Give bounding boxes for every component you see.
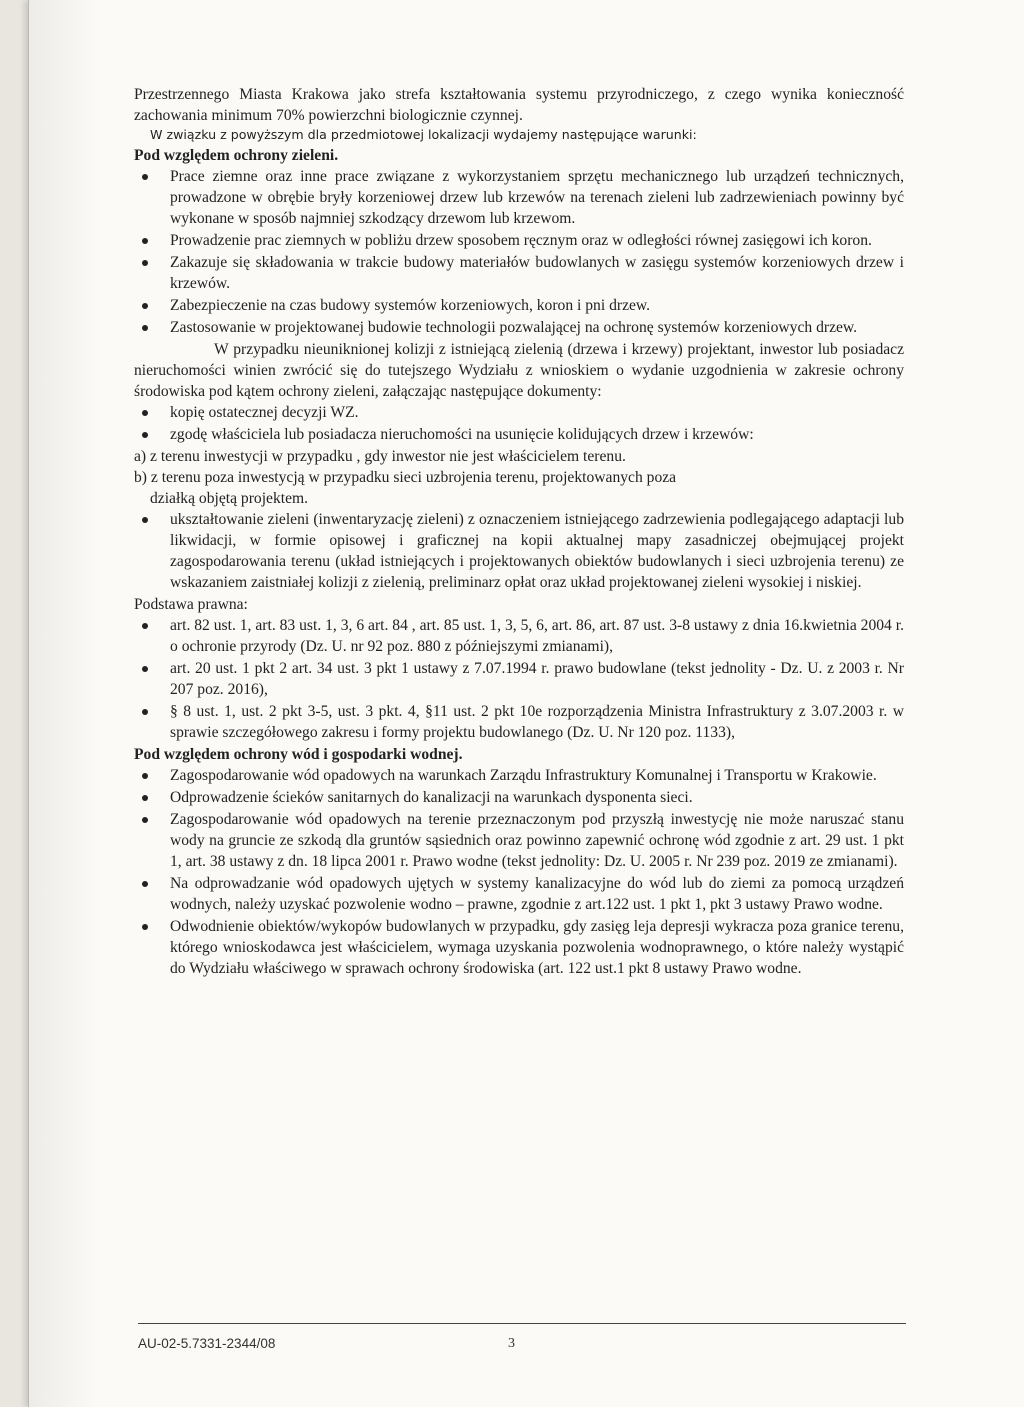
list-item: zgodę właściciela lub posiadacza nieruchomości na usunięcie kolidujących drzew i krzewów:: [134, 424, 904, 445]
bullet-icon: [142, 623, 148, 629]
intro-paragraph: Przestrzennego Miasta Krakowa jako strefa kształtowania systemu przyrodniczego, z czego wynika konieczność zachowania minimum 70% powierzchni biologicznie czynnej.: [134, 86, 904, 124]
list-item: Zakazuje się składowania w trakcie budowy materiałów budowlanych w zasięgu systemów korzeniowych drzew i krzewów.: [134, 252, 904, 294]
kolizja-paragraph: W przypadku nieuniknionej kolizji z istniejącą zielenią (drzewa i krzewy) projektant, inwestor lub posiadacz nieruchomości winien zwrócić się do tutejszego Wydziału z wnioskiem o wydanie uzgodnienia w zakresie ochrony środowiska pod kątem ochrony zieleni, załączając następujące dokumenty:: [134, 341, 904, 400]
bullet-icon: [142, 260, 148, 266]
list-item: Odwodnienie obiektów/wykopów budowlanych w przypadku, gdy zasięg leja depresji wykracza poza granice terenu, którego wnioskodawca jest właścicielem, wymaga uzyskania pozwolenia wodnoprawnego, o które należy wystąpić do Wydziału właściwego w sprawach ochrony środowiska (art. 122 ust.1 pkt 8 ustawy Prawo wodne.: [134, 916, 904, 979]
page-number: 3: [508, 1336, 515, 1351]
footer-divider: [138, 1323, 906, 1324]
bullet-icon: [142, 238, 148, 244]
documents-bullet-list-2: [134, 509, 904, 593]
list-item: Zabezpieczenie na czas budowy systemów korzeniowych, koron i pni drzew.: [134, 295, 904, 316]
list-item: ukształtowanie zieleni (inwentaryzację zieleni) z oznaczeniem istniejącego zadrzewienia podlegającego adaptacji lub likwidacji, w formie opisowej i graficznej na kopii aktualnej mapy zasadniczej obejmującej projekt zagospodarowania terenu (układ istniejących i projektowanych obiektów budowlanych i sieci uzbrojenia terenu) ze wskazaniem zaistniałej kolizji z zielenią, preliminarz opłat oraz układ projektowanej zieleni wysokiej i niskiej.: [134, 509, 904, 593]
bullet-icon: [142, 924, 148, 930]
bullet-icon: [142, 773, 148, 779]
bullet-icon: [142, 881, 148, 887]
legal-basis-label: Podstawa prawna:: [134, 596, 248, 613]
zielen-bullet-list: [134, 166, 904, 338]
sub-item-a: a) z terenu inwestycji w przypadku , gdy inwestor nie jest właścicielem terenu.: [134, 448, 626, 465]
bullet-icon: [142, 325, 148, 331]
list-item: Zagospodarowanie wód opadowych na warunkach Zarządu Infrastruktury Komunalnej i Transportu w Krakowie.: [134, 765, 904, 786]
bullet-icon: [142, 410, 148, 416]
document-id: AU-02-5.7331-2344/08: [138, 1336, 276, 1351]
list-item: kopię ostatecznej decyzji WZ.: [134, 402, 904, 423]
list-item: Zagospodarowanie wód opadowych na terenie przeznaczonym pod przyszłą inwestycję nie może naruszać stanu wody na gruncie ze szkodą dla gruntów sąsiednich oraz powinno zapewnić ochronę wód zgodnie z art. 29 ust. 1 pkt 1, art. 38 ustawy z dn. 18 lipca 2001 r. Prawo wodne (tekst jednolity: Dz. U. 2005 r. Nr 239 poz. 2019 ze zmianami).: [134, 809, 904, 872]
section-heading-zielen: Pod względem ochrony zieleni.: [134, 147, 339, 164]
sub-item-b: b) z terenu poza inwestycją w przypadku sieci uzbrojenia terenu, projektowanych poza: [134, 469, 677, 486]
intro-conditions-line: W związku z powyższym dla przedmiotowej lokalizacji wydajemy następujące warunki:: [150, 127, 697, 142]
bullet-icon: [142, 432, 148, 438]
bullet-icon: [142, 174, 148, 180]
bullet-icon: [142, 666, 148, 672]
bullet-icon: [142, 709, 148, 715]
list-item: Prowadzenie prac ziemnych w pobliżu drzew sposobem ręcznym oraz w odległości równej zasięgowi ich koron.: [134, 230, 904, 251]
list-item: Na odprowadzanie wód opadowych ujętych w systemy kanalizacyjne do wód lub do ziemi za pomocą urządzeń wodnych, należy uzyskać pozwolenie wodno – prawne, zgodnie z art.122 ust. 1 pkt 1, pkt 3 ustawy Prawo wodne.: [134, 873, 904, 915]
bullet-icon: [142, 795, 148, 801]
list-item: § 8 ust. 1, ust. 2 pkt 3-5, ust. 3 pkt. 4, §11 ust. 2 pkt 10e rozporządzenia Ministra Infrastruktury z 3.07.2003 r. w sprawie szczegółowego zakresu i formy projektu budowlanego (Dz. U. Nr 120 poz. 1133),: [134, 701, 904, 743]
section-heading-woda: Pod względem ochrony wód i gospodarki wodnej.: [134, 746, 463, 763]
list-item: Odprowadzenie ścieków sanitarnych do kanalizacji na warunkach dysponenta sieci.: [134, 787, 904, 808]
sub-items: [134, 446, 904, 509]
bullet-icon: [142, 517, 148, 523]
legal-basis-list: [134, 615, 904, 743]
list-item: art. 20 ust. 1 pkt 2 art. 34 ust. 3 pkt 1 ustawy z 7.07.1994 r. prawo budowlane (tekst jednolity - Dz. U. z 2003 r. Nr 207 poz. 2016),: [134, 658, 904, 700]
document-body: [134, 84, 904, 980]
documents-bullet-list: [134, 402, 904, 445]
list-item: Prace ziemne oraz inne prace związane z wykorzystaniem sprzętu mechanicznego lub urządzeń technicznych, prowadzone w obrębie bryły korzeniowej drzew lub krzewów na terenach zieleni lub zadrzewieniach powinny być wykonane w sposób najmniej szkodzący drzewom lub krzewom.: [134, 166, 904, 229]
list-item: art. 82 ust. 1, art. 83 ust. 1, 3, 6 art. 84 , art. 85 ust. 1, 3, 5, 6, art. 86, art. 87 ust. 3-8 ustawy z dnia 16.kwietnia 2004 r. o ochronie przyrody (Dz. U. nr 92 poz. 880 z późniejszymi zmianami),: [134, 615, 904, 657]
bullet-icon: [142, 303, 148, 309]
sub-item-b-continued: działką objętą projektem.: [150, 490, 309, 507]
bullet-icon: [142, 817, 148, 823]
woda-bullet-list: [134, 765, 904, 979]
list-item: Zastosowanie w projektowanej budowie technologii pozwalającej na ochronę systemów korzeniowych drzew.: [134, 317, 904, 338]
